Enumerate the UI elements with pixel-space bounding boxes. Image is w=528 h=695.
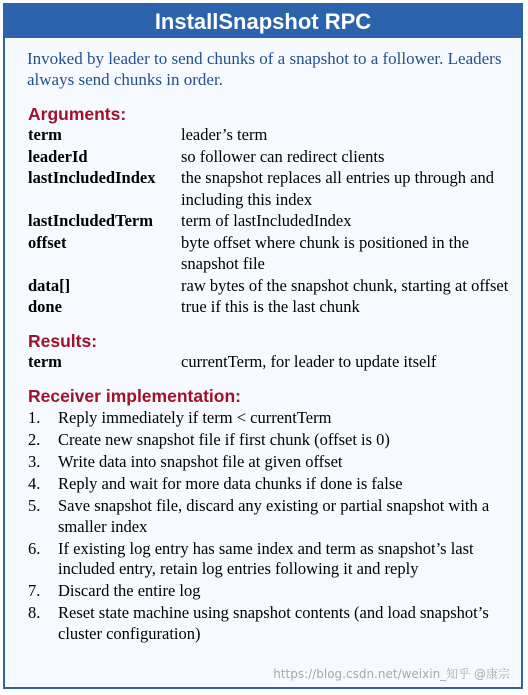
receiver-step bbox=[28, 430, 507, 451]
arguments-heading: Arguments: bbox=[28, 104, 127, 124]
rpc-card bbox=[3, 3, 523, 689]
argument-name: offset bbox=[28, 232, 67, 252]
argument-name: term bbox=[28, 125, 62, 144]
step-number: 5. bbox=[28, 496, 41, 515]
argument-row bbox=[28, 232, 509, 275]
step-number: 1. bbox=[28, 408, 41, 427]
argument-row bbox=[28, 275, 509, 297]
argument-row bbox=[28, 210, 509, 232]
argument-desc: raw bytes of the snapshot chunk, starting at offset bbox=[181, 275, 509, 295]
step-text: Write data into snapshot file at given offset bbox=[58, 452, 343, 471]
arguments-list bbox=[28, 124, 509, 318]
receiver-step bbox=[28, 581, 507, 602]
argument-row bbox=[28, 296, 509, 318]
receiver-steps bbox=[28, 408, 507, 644]
card-title: InstallSnapshot RPC bbox=[5, 5, 521, 38]
argument-name: done bbox=[28, 297, 62, 316]
receiver-step bbox=[28, 603, 507, 644]
argument-desc: true if this is the last chunk bbox=[181, 297, 360, 316]
argument-desc: byte offset where chunk is positioned in the snapshot file bbox=[181, 232, 469, 273]
step-text: Reply and wait for more data chunks if done is false bbox=[58, 474, 403, 493]
step-text: Reset state machine using snapshot contents (and load snapshot’s cluster configuration) bbox=[58, 603, 489, 643]
step-number: 6. bbox=[28, 538, 41, 558]
result-desc: currentTerm, for leader to update itself bbox=[181, 351, 437, 371]
argument-row bbox=[28, 146, 509, 168]
argument-desc: so follower can redirect clients bbox=[181, 146, 385, 166]
step-number: 7. bbox=[28, 581, 41, 600]
watermark-text: https://blog.csdn.net/weixin_知乎 @康宗 bbox=[273, 667, 510, 681]
argument-row bbox=[28, 167, 509, 210]
step-text: If existing log entry has same index and term as snapshot’s last included entry, retain log entries following it and reply bbox=[58, 538, 474, 578]
results-list bbox=[28, 351, 509, 373]
argument-row bbox=[28, 124, 509, 146]
receiver-step bbox=[28, 408, 507, 429]
argument-name: lastIncludedTerm bbox=[28, 211, 153, 230]
receiver-step bbox=[28, 496, 507, 537]
step-number: 4. bbox=[28, 474, 41, 493]
argument-name: lastIncludedIndex bbox=[28, 168, 156, 187]
receiver-step bbox=[28, 452, 507, 473]
result-name: term bbox=[28, 351, 62, 371]
intro-text: Invoked by leader to send chunks of a snapshot to a follower. Leaders always send chunks in order. bbox=[27, 49, 502, 89]
step-number: 8. bbox=[28, 603, 41, 622]
results-heading: Results: bbox=[28, 330, 98, 351]
argument-name: leaderId bbox=[28, 146, 88, 166]
receiver-step bbox=[28, 474, 507, 495]
step-text: Discard the entire log bbox=[58, 581, 201, 600]
argument-desc: leader’s term bbox=[181, 125, 268, 144]
step-number: 3. bbox=[28, 452, 41, 471]
step-text: Save snapshot file, discard any existing or partial snapshot with a smaller index bbox=[58, 496, 490, 536]
argument-name: data[] bbox=[28, 275, 71, 295]
result-row bbox=[28, 351, 509, 373]
receiver-heading: Receiver implementation: bbox=[28, 386, 241, 406]
step-text: Reply immediately if term < currentTerm bbox=[58, 408, 332, 427]
argument-desc: term of lastIncludedIndex bbox=[181, 211, 352, 230]
step-number: 2. bbox=[28, 430, 41, 449]
step-text: Create new snapshot file if first chunk (offset is 0) bbox=[58, 430, 390, 449]
argument-desc: the snapshot replaces all entries up through and including this index bbox=[181, 168, 494, 209]
receiver-step bbox=[28, 539, 507, 580]
